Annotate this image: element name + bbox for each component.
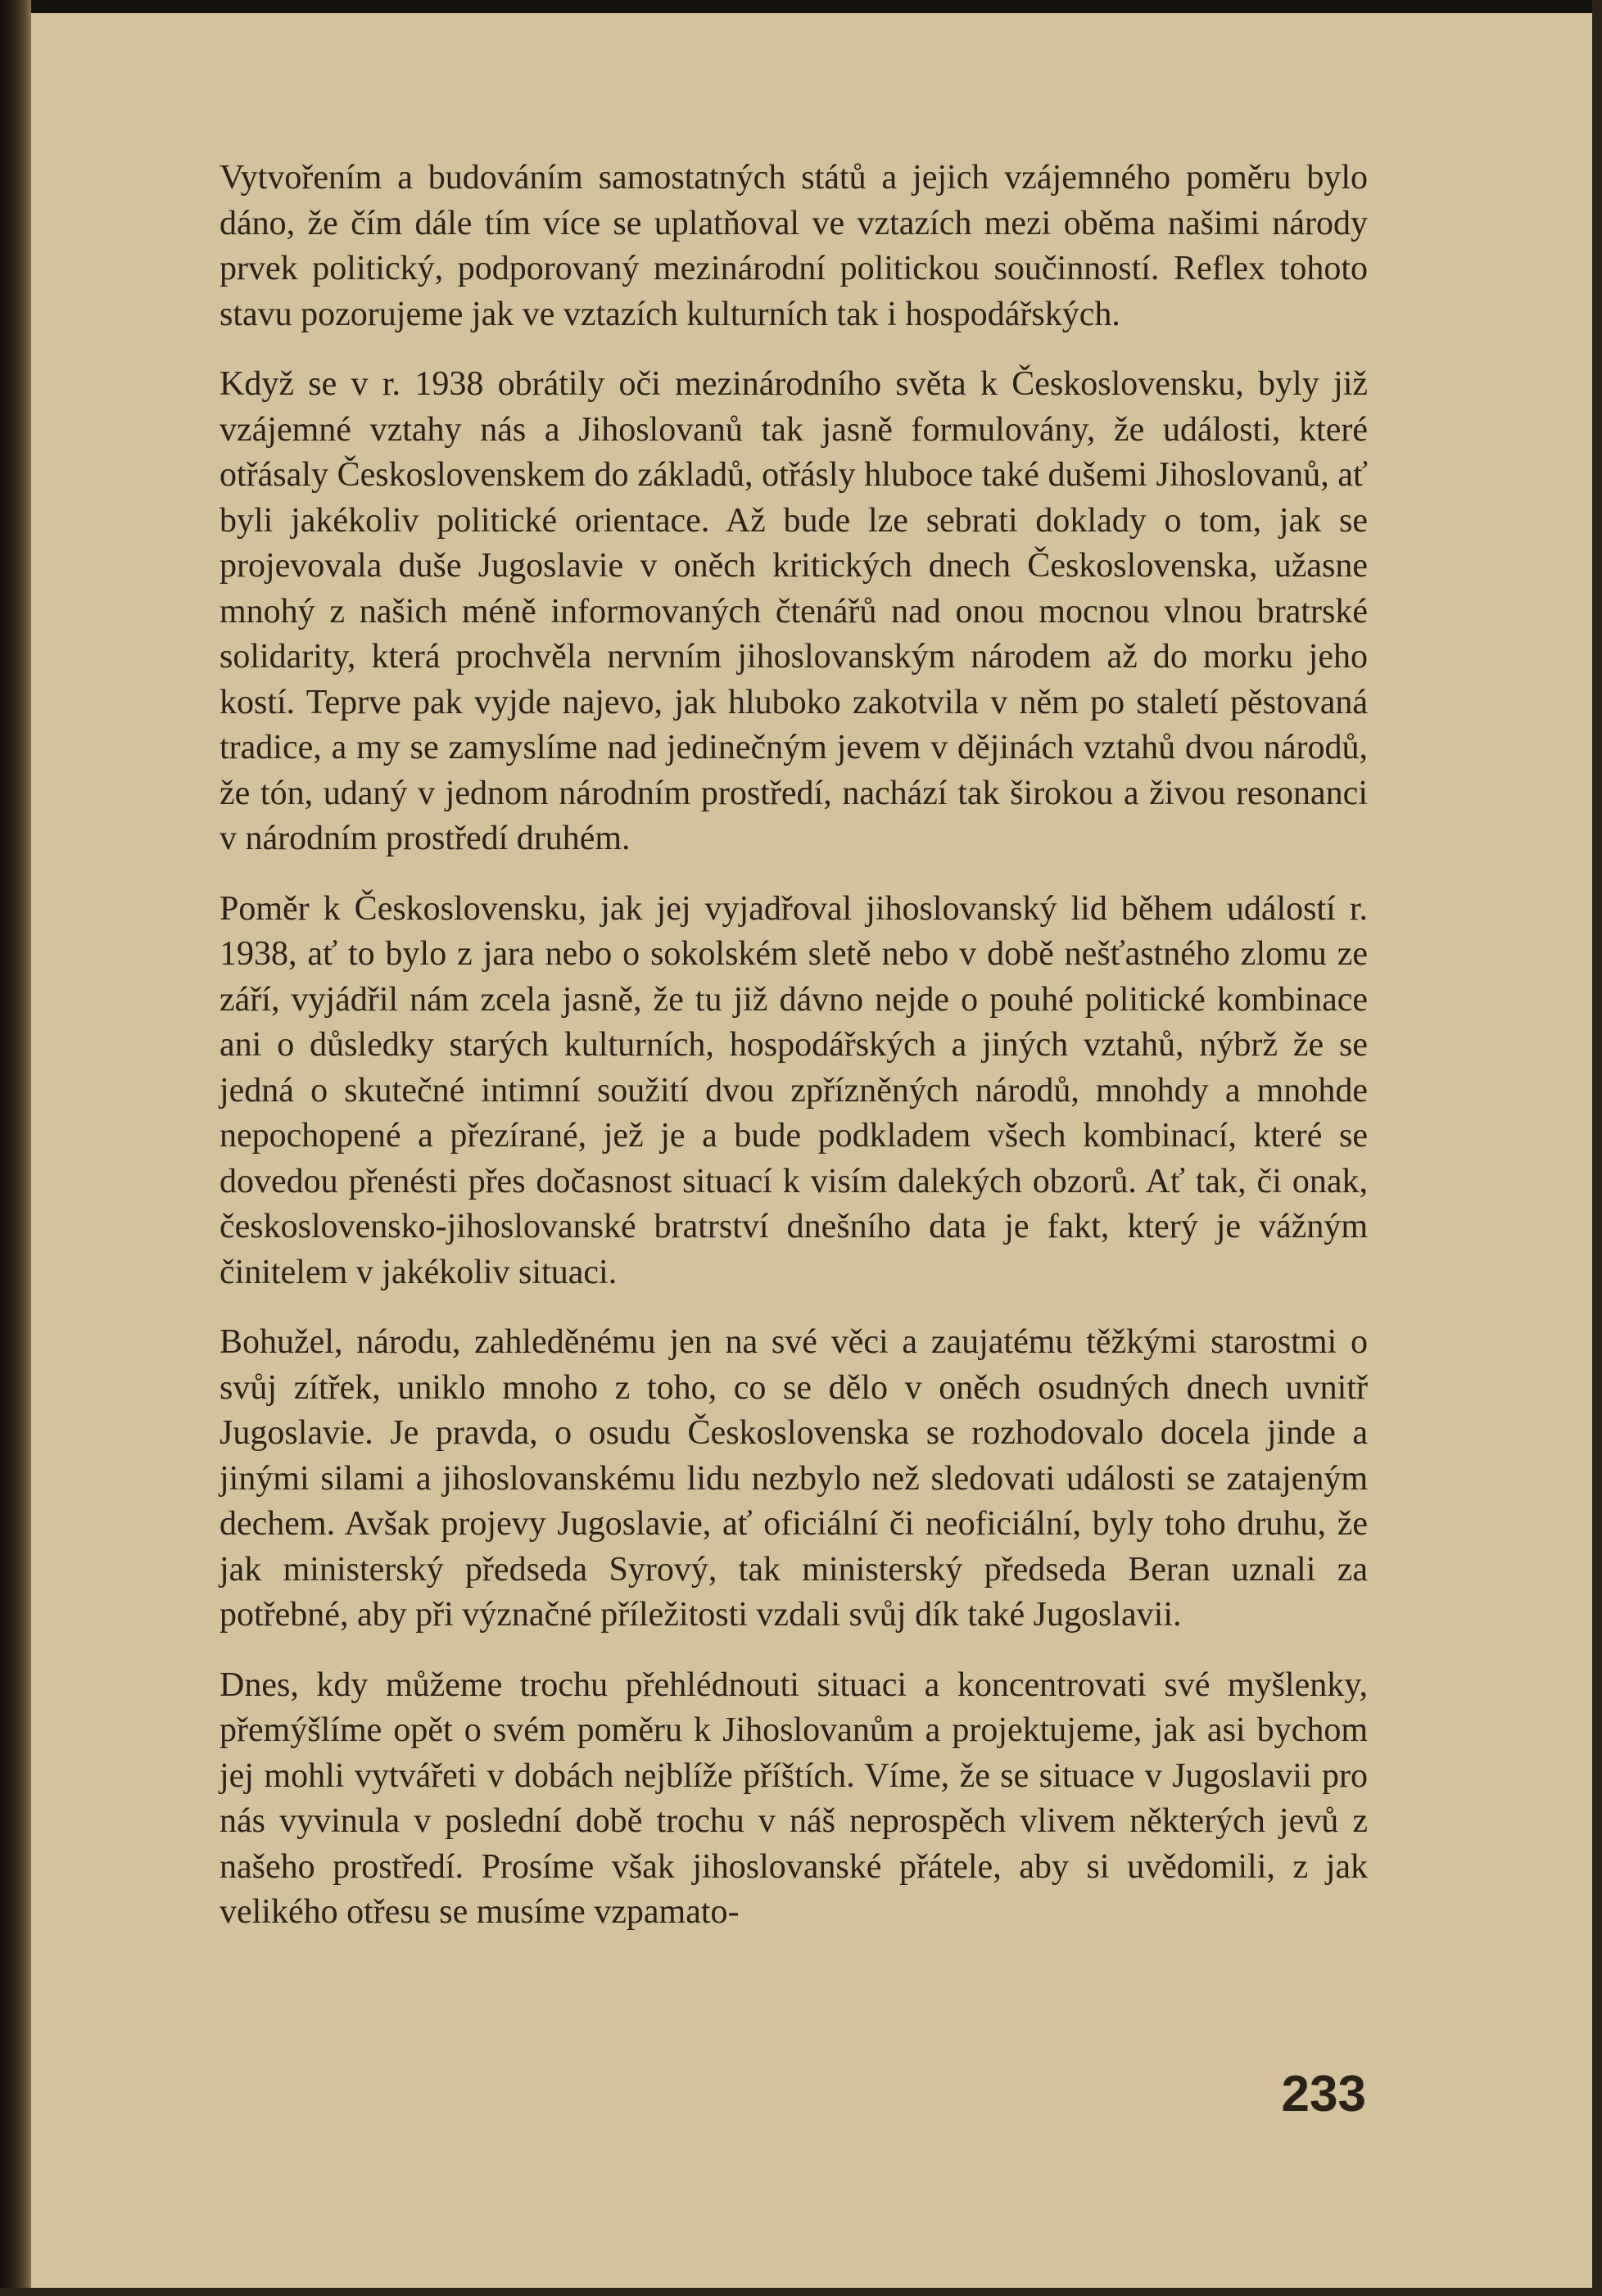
paragraph-5: Dnes, kdy můžeme trochu přehlédnouti situaci a koncentrovati své myšlenky, přemýšlíme opět o svém poměru k Jihoslovanům a projektujeme, jak asi bychom jej mohli vytvářeti v dobách nejblíže příštích. Víme, že se situace v Jugoslavii pro nás vyvinula v poslední době trochu v náš neprospěch vlivem některých jevů z našeho prostředí. Prosíme však jihoslovanské přátele, aby si uvědomili, z jak velikého otřesu se musíme vzpamato- [219, 1666, 1368, 1931]
book-spine-edge [0, 0, 31, 2296]
paragraph-4: Bohužel, národu, zahleděnému jen na své věci a zaujatému těžkými starostmi o svůj zítřek, uniklo mnoho z toho, co se dělo v oněch osudných dnech uvnitř Jugoslavie. Je pravda, o osudu Československa se rozhodovalo docela jinde a jinými silami a jihoslovanskému lidu nezbylo než sledovati události se zatajeným dechem. Avšak projevy Jugoslavie, ať oficiální či neoficiální, byly toho druhu, že jak ministerský předseda Syrový, tak ministerský předseda Beran uznali za potřebné, aby při význačné příležitosti vzdali svůj dík také Jugoslavii. [219, 1323, 1368, 1634]
scan-top-edge [0, 0, 1602, 13]
scan-bottom-edge [0, 2288, 1602, 2296]
paragraph-2: Když se v r. 1938 obrátily oči mezinárodního světa k Československu, byly již vzájemné vztahy nás a Jihoslovanů tak jasně formulovány, že události, které otřásaly Československem do základů, otřásly hluboce také dušemi Jihoslovanů, ať byli jakékoliv politické orientace. Až bude lze sebrati doklady o tom, jak se projevovala duše Jugoslavie v oněch kritických dnech Československa, užasne mnohý z našich méně informovaných čtenářů nad onou mocnou vlnou bratrské solidarity, která prochvěla nervním jihoslovanským národem až do morku jeho kostí. Teprve pak vyjde najevo, jak hluboko zakotvila v něm po staletí pěstovaná tradice, a my se zamyslíme nad jedinečným jevem v dějinách vztahů dvou národů, že tón, udaný v jednom národním prostředí, nachází tak širokou a živou resonanci v národním prostředí druhém. [219, 365, 1368, 857]
page-body [219, 156, 1368, 1936]
paragraph-1: Vytvořením a budováním samostatných států a jejich vzájemného poměru bylo dáno, že čím dále tím více se uplatňoval ve vztazích mezi oběma našimi národy prvek politický, podporovaný mezinárodní politickou součinností. Reflex tohoto stavu pozorujeme jak ve vztazích kulturních tak i hospodářských. [219, 159, 1368, 333]
scan-right-edge [1592, 0, 1602, 2296]
page-number: 233 [1281, 2066, 1366, 2122]
paragraph-3: Poměr k Československu, jak jej vyjadřoval jihoslovanský lid během událostí r. 1938, ať to bylo z jara nebo o sokolském sletě nebo v době nešťastného zlomu ze září, vyjádřil nám zcela jasně, že tu již dávno nejde o pouhé politické kombinace ani o důsledky starých kulturních, hospodářských a jiných vztahů, nýbrž že se jedná o skutečné intimní soužití dvou zpřízněných národů, mnohdy a mnohde nepochopené a přezírané, jež je a bude podkladem všech kombinací, které se dovedou přenésti přes dočasnost situací k visím dalekých obzorů. Ať tak, či onak, československo-jihoslovanské bratrství dnešního data je fakt, který je vážným činitelem v jakékoliv situaci. [219, 889, 1368, 1291]
